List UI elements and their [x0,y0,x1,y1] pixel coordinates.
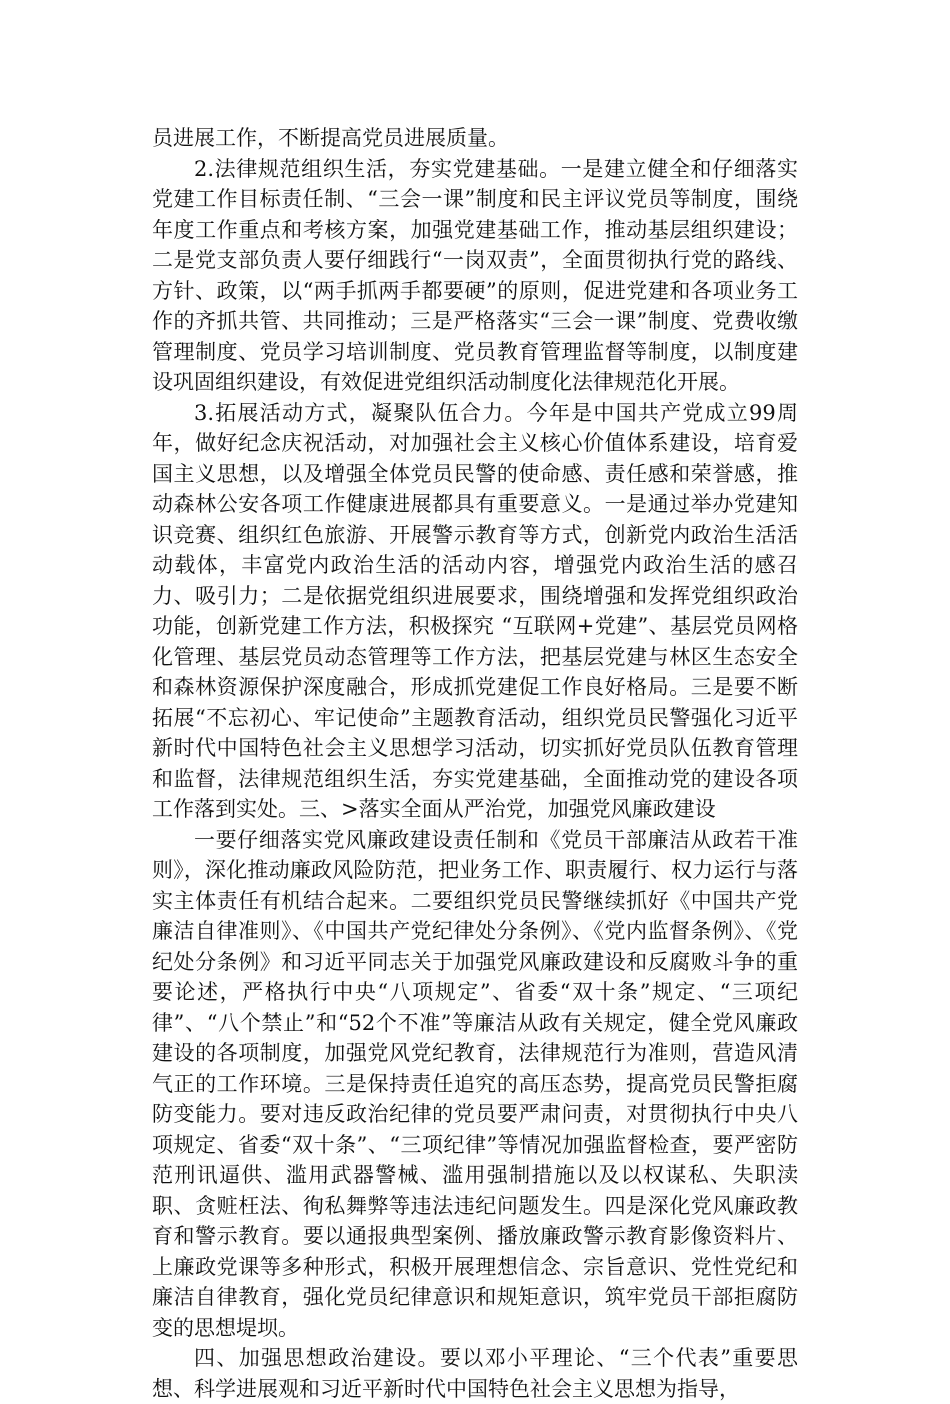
paragraph-ideological-building: 四、加强思想政治建设。要以邓小平理论、“三个代表”重要思想、科学进展观和习近平新时代中国特色社会主义思想为指导， [152,1346,798,1401]
paragraph-organizational-life: 2.法律规范组织生活，夯实党建基础。一是建立健全和仔细落实党建工作目标责任制、“三会一课”制度和民主评议党员等制度，围绕年度工作重点和考核方案，加强党建基础工作，推动基层组织建设；二是党支部负责人要仔细践行“一岗双责”，全面贯彻执行党的路线、方针、政策，以“两手抓两手都要硬”的原则，促进党建和各项业务工作的齐抓共管、共同推动；三是严格落实“三会一课”制度、党费收缴管理制度、党员学习培训制度、党员教育管理监督等制度，以制度建设巩固组织建设，有效促进党组织活动制度化法律规范化开展。 [152,156,798,394]
document-body [152,123,798,1404]
paragraph-continuation: 员进展工作，不断提高党员进展质量。 [152,126,509,150]
paragraph-activity-methods: 3.拓展活动方式，凝聚队伍合力。今年是中国共产党成立99周年，做好纪念庆祝活动，对加强社会主义核心价值体系建设，培育爱国主义思想，以及增强全体党员民警的使命感、责任感和荣誉感，推动森林公安各项工作健康进展都具有重要意义。一是通过举办党建知识竞赛、组织红色旅游、开展警示教育等方式，创新党内政治生活活动载体，丰富党内政治生活的活动内容，增强党内政治生活的感召力、吸引力；二是依据党组织进展要求，围绕增强和发挥党组织政治功能，创新党建工作方法，积极探究 “互联网+党建”、基层党员网格化管理、基层党员动态管理等工作方法，把基层党建与林区生态安全和森林资源保护深度融合，形成抓党建促工作良好格局。三是要不断拓展“不忘初心、牢记使命”主题教育活动，组织党员民警强化习近平新时代中国特色社会主义思想学习活动，切实抓好党员队伍教育管理和监督，法律规范组织生活，夯实党建基础，全面推动党的建设各项工作落到实处。三、>落实全面从严治党，加强党风廉政建设 [152,400,798,821]
paragraph-clean-governance: 一要仔细落实党风廉政建设责任制和《党员干部廉洁从政若干准则》，深化推动廉政风险防范，把业务工作、职责履行、权力运行与落实主体责任有机结合起来。二要组织党员民警继续抓好《中国共产党廉洁自律准则》、《中国共产党纪律处分条例》、《党内监督条例》、《党纪处分条例》和习近平同志关于加强党风廉政建设和反腐败斗争的重要论述，严格执行中央“八项规定”、省委“双十条”规定、“三项纪律”、“八个禁止”和“52个不准”等廉洁从政有关规定，健全党风廉政建设的各项制度，加强党风党纪教育，法律规范行为准则，营造风清气正的工作环境。三是保持责任追究的高压态势，提高党员民警拒腐防变能力。要对违反政治纪律的党员要严肃问责，对贯彻执行中央八项规定、省委“双十条”、“三项纪律”等情况加强监督检查，要严密防范刑讯逼供、滥用武器警械、滥用强制措施以及以权谋私、失职渎职、贪赃枉法、徇私舞弊等违法违纪问题发生。四是深化党风廉政教育和警示教育。要以通报典型案例、播放廉政警示教育影像资料片、上廉政党课等多种形式，积极开展理想信念、宗旨意识、党性党纪和廉洁自律教育，强化党员纪律意识和规矩意识，筑牢党员干部拒腐防变的思想堤坝。 [152,827,798,1340]
